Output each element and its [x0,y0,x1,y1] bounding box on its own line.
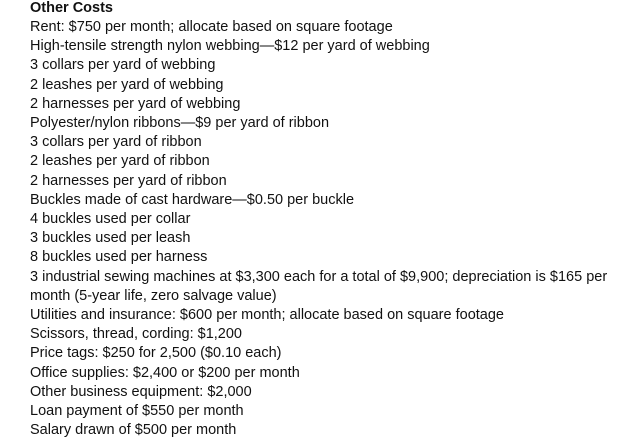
list-item: Buckles made of cast hardware—$0.50 per buckle [30,191,355,208]
list-item: Polyester/nylon ribbons—$9 per yard of ribbon [30,115,330,132]
list-item: Rent: $750 per month; allocate based on square footage [30,19,393,35]
list-item: Scissors, thread, cording: $1,200 [30,326,242,343]
list-item: 2 leashes per yard of webbing [30,76,224,93]
list-item: Utilities and insurance: $600 per month; allocate based on square footage [30,307,504,324]
list-item: 4 buckles used per collar [30,211,191,228]
list-item: 3 buckles used per leash [30,230,191,247]
cost-list [30,18,630,440]
list-item: 3 collars per yard of webbing [30,57,216,74]
list-item: 3 collars per yard of ribbon [30,134,202,151]
section-heading: Other Costs [30,0,113,16]
list-item: 2 harnesses per yard of webbing [30,95,241,112]
list-item: High-tensile strength nylon webbing—$12 per yard of webbing [30,38,430,55]
list-item: 8 buckles used per harness [30,249,208,266]
list-item: Office supplies: $2,400 or $200 per month [30,364,300,381]
list-item: Other business equipment: $2,000 [30,383,252,400]
list-item: 2 leashes per yard of ribbon [30,153,210,170]
list-item: Price tags: $250 for 2,500 ($0.10 each) [30,345,282,362]
list-item: 2 harnesses per yard of ribbon [30,172,227,189]
list-item: Loan payment of $550 per month [30,403,244,420]
document-body [30,0,630,440]
list-item: 3 industrial sewing machines at $3,300 each for a total of $9,900; depreciation is $165 per month (5-year life, zero salvage value) [30,268,608,304]
list-item: Salary drawn of $500 per month [30,422,237,439]
